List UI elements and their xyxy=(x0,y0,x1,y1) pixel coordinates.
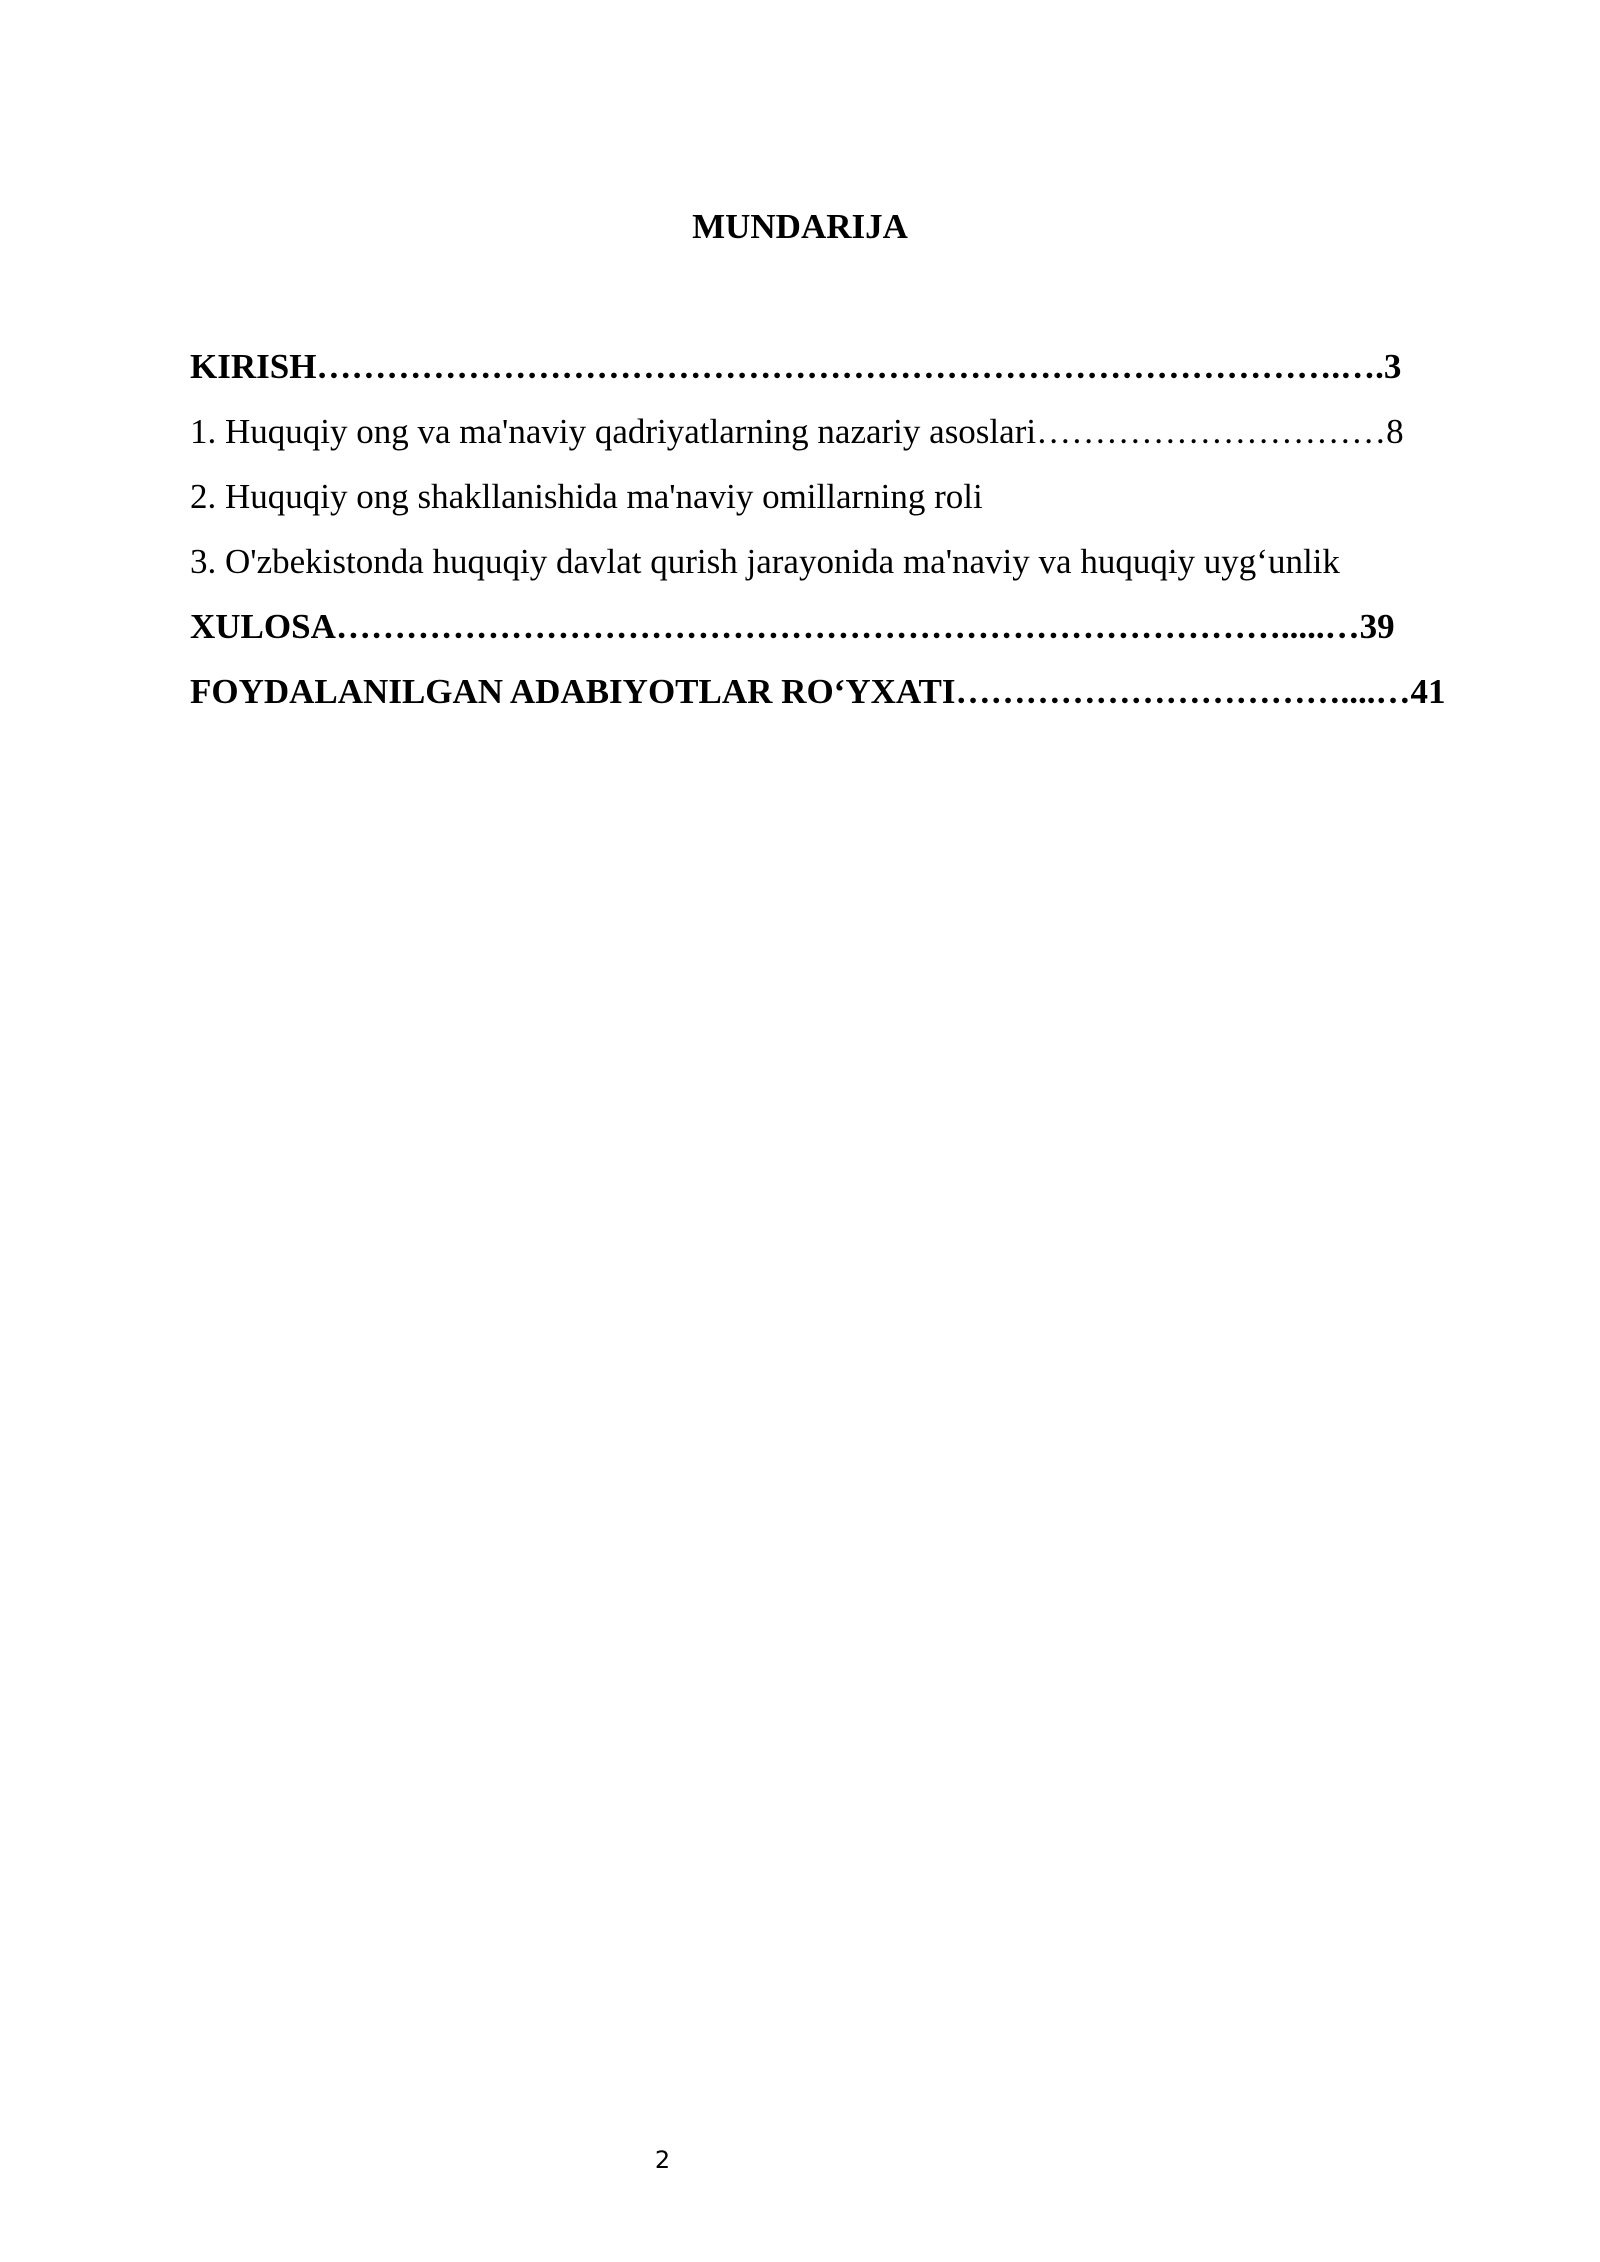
toc-title: MUNDARIJA xyxy=(692,207,908,246)
toc-entry-bibliography: FOYDALANILGAN ADABIYOTLAR RO‘YXATI……………………………....…41 xyxy=(190,672,1446,711)
toc-entry-kirish: KIRISH…………………………………………………………………………….….3 xyxy=(190,347,1402,386)
table-of-contents xyxy=(190,334,1510,724)
toc-entry-chapter-2: 2. Huquqiy ong shakllanishida ma'naviy omillarning roli xyxy=(190,477,983,516)
toc-entry-chapter-1: 1. Huquqiy ong va ma'naviy qadriyatlarning nazariy asoslari…………………………8 xyxy=(190,412,1404,451)
toc-entry-chapter-3: 3. O'zbekistonda huquqiy davlat qurish jarayonida ma'naviy va huquqiy uyg‘unlik xyxy=(190,542,1340,581)
page-number: 2 xyxy=(654,2146,671,2174)
toc-entry-xulosa: XULOSA……………………………………………………………………….....…39 xyxy=(190,607,1395,646)
